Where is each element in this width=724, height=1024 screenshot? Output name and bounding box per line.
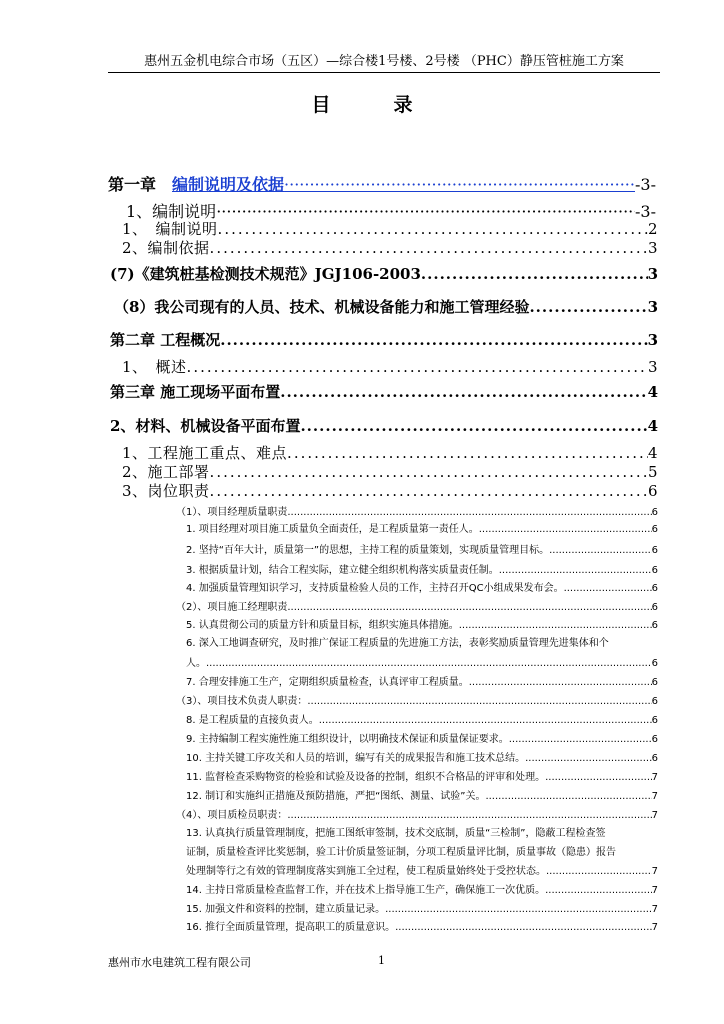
toc-label: （2）、项目施工经理职责 (176, 602, 288, 613)
toc-label: (7)《建筑桩基检测技术规范》JGJ106-2003 (110, 265, 421, 283)
toc-leader (485, 791, 651, 802)
toc-page: 6 (651, 696, 658, 707)
toc-entry[interactable] (186, 579, 658, 594)
toc-entry[interactable] (176, 806, 658, 821)
toc-leader (218, 220, 648, 238)
page-header: 惠州五金机电综合市场（五区）—综合楼1号楼、2号楼 （PHC）静压管桩施工方案 (108, 50, 660, 73)
toc-leader (546, 866, 652, 877)
toc-page: 6 (651, 658, 658, 669)
toc-entry[interactable] (122, 480, 658, 501)
toc-label: 1. 项目经理对项目施工质量负全面责任，是工程质量第一责任人。 (186, 524, 479, 535)
toc-entry[interactable] (186, 881, 658, 896)
toc-page: 3 (647, 239, 658, 257)
toc-entry[interactable] (186, 616, 658, 631)
toc-entry-wrapped[interactable]: 6. 深入工地调查研究，及时推广保证工程质量的先进施工方法，表彰奖励质量管理先进集体和个 (186, 638, 609, 649)
toc-entry[interactable] (186, 520, 658, 535)
toc-entry[interactable] (122, 461, 658, 482)
toc-label: 处理制等行之有效的管理制度落实到施工全过程，使工程质量始终处于受控状态。 (186, 866, 546, 877)
toc-entry[interactable] (186, 787, 658, 802)
toc-page: 6 (647, 482, 658, 500)
toc-entry[interactable] (110, 415, 658, 436)
toc-entry[interactable] (186, 561, 658, 576)
toc-label: 14. 主持日常质量检查监督工作，并在技术上指导施工生产，确保施工一次优质。 (186, 885, 546, 896)
toc-entry[interactable] (186, 768, 658, 783)
toc-page: 6 (651, 524, 658, 535)
toc-label: 人。 (186, 658, 206, 669)
toc-leader (206, 658, 652, 669)
footer-page-number: 1 (378, 954, 385, 967)
toc-leader (307, 696, 651, 707)
toc-page: 7 (651, 791, 658, 802)
toc-chapter-2[interactable] (110, 329, 658, 350)
toc-label: 10. 主持关键工序攻关和人员的培训，编写有关的成果报告和施工技术总结。 (186, 753, 526, 764)
toc-leader (509, 734, 652, 745)
toc-page: 6 (651, 734, 658, 745)
toc-leader (549, 545, 652, 556)
toc-page: -3- (635, 202, 656, 221)
toc-entry[interactable] (186, 673, 658, 688)
toc-page: -3- (635, 175, 656, 194)
toc-page: 6 (651, 753, 658, 764)
toc-entry[interactable] (122, 218, 658, 239)
toc-label: 4. 加强质量管理知识学习，支持质量检验人员的工作，主持召开QC小组成果发布会。 (186, 583, 564, 594)
toc-entry[interactable] (186, 541, 658, 556)
toc-entry[interactable] (110, 263, 658, 284)
toc-leader (479, 524, 652, 535)
toc-page: 4 (647, 444, 658, 462)
toc-label: 12. 制订和实施纠正措施及预防措施，严把“图纸、测量、试验”关。 (186, 791, 486, 802)
toc-entry[interactable] (186, 862, 658, 877)
toc-entry[interactable] (186, 711, 658, 726)
toc-page: 3 (647, 358, 658, 376)
toc-page: 6 (651, 602, 658, 613)
toc-entry[interactable] (186, 730, 658, 745)
toc-page: 7 (651, 866, 658, 877)
toc-page: 5 (647, 463, 658, 481)
toc-page: 6 (651, 620, 658, 631)
toc-page: 2 (647, 220, 658, 238)
toc-label: 2、施工部署 (122, 463, 210, 481)
toc-chapter-3[interactable] (110, 381, 658, 402)
toc-link[interactable]: 编制说明及依据 (172, 175, 285, 194)
toc-leader (287, 444, 648, 462)
toc-page: 7 (651, 922, 658, 933)
toc-label: （8）我公司现有的人员、技术、机械设备能力和施工管理经验 (114, 298, 530, 316)
toc-leader (187, 358, 648, 376)
toc-leader (525, 753, 652, 764)
toc-label: 9. 主持编制工程实施性施工组织设计，以明确技术保证和质量保证要求。 (186, 734, 509, 745)
toc-leader (287, 602, 651, 613)
toc-leader (319, 715, 652, 726)
toc-page: 6 (651, 715, 658, 726)
toc-page: 6 (651, 583, 658, 594)
toc-label: 2、编制依据 (122, 239, 210, 257)
toc-entry[interactable] (176, 692, 658, 707)
toc-leader (210, 463, 648, 481)
toc-label: 7. 合理安排施工生产，定期组织质量检查，认真评审工程质量。 (186, 677, 469, 688)
toc-leader (469, 677, 652, 688)
toc-label: （1）、项目经理质量职责 (176, 507, 288, 518)
toc-label: 5. 认真贯彻公司的质量方针和质量目标，组织实施具体措施。 (186, 620, 459, 631)
toc-label: 11. 监督检查采购物资的检验和试验及设备的控制，组织不合格品的评审和处理。 (186, 772, 546, 783)
toc-label: 3. 根据质量计划，结合工程实际，建立健全组织机构落实质量责任制。 (186, 565, 499, 576)
toc-entry[interactable] (122, 442, 658, 463)
toc-chapter-1[interactable] (108, 172, 656, 195)
toc-leader (300, 417, 647, 435)
toc-label: 第三章 施工现场平面布置 (110, 383, 281, 401)
toc-leader (545, 772, 652, 783)
toc-leader (287, 810, 651, 821)
toc-page: 4 (647, 383, 658, 401)
toc-page: 6 (651, 545, 658, 556)
toc-label: 2. 坚持“百年大计，质量第一”的思想，主持工程的质量策划，实现质量管理目标。 (186, 545, 550, 556)
toc-label: 1、 概述 (122, 358, 187, 376)
toc-page: 6 (651, 677, 658, 688)
toc-page: 7 (651, 904, 658, 915)
toc-leader (284, 175, 635, 194)
toc-leader (459, 620, 652, 631)
toc-leader (564, 583, 652, 594)
toc-page: 3 (647, 298, 658, 316)
toc-entry[interactable] (176, 598, 658, 613)
toc-label: （4）、项目质检员职责： (176, 810, 288, 821)
toc-leader (499, 565, 652, 576)
toc-entry[interactable] (114, 296, 658, 317)
toc-page: 6 (651, 565, 658, 576)
toc-entry[interactable] (186, 749, 658, 764)
toc-label: 1、 编制说明 (122, 220, 218, 238)
page-title: 目 录 (311, 94, 435, 116)
toc-entry-wrapped[interactable]: 证制，质量检查评比奖惩制，验工计价质量签证制，分项工程质量评比制，质量事故（隐患）报告 (186, 847, 616, 858)
toc-page: 7 (651, 810, 658, 821)
toc-label: 8. 是工程质量的直接负责人。 (186, 715, 319, 726)
toc-label: 15. 加强文件和资料的控制，建立质量记录。 (186, 904, 386, 915)
footer-company: 惠州市水电建筑工程有限公司 (108, 956, 251, 969)
toc-leader (395, 922, 652, 933)
toc-entry[interactable] (186, 900, 658, 915)
toc-entry[interactable] (186, 654, 658, 669)
toc-label: 第二章 工程概况 (110, 331, 221, 349)
toc-entry[interactable] (122, 356, 658, 377)
toc-page: 4 (647, 417, 658, 435)
toc-leader (210, 239, 648, 257)
toc-label: 1、工程施工重点、难点 (122, 444, 288, 462)
toc-label: 3、岗位职责 (122, 482, 210, 500)
toc-label: （3）、项目技术负责人职责： (176, 696, 308, 707)
toc-entry[interactable] (176, 503, 658, 518)
toc-leader (529, 298, 647, 316)
toc-page: 6 (651, 507, 658, 518)
toc-entry-wrapped[interactable]: 13. 认真执行质量管理制度，把施工图纸审签制，技术交底制，质量“三检制”，隐蔽工程检查签 (186, 828, 606, 839)
toc-page: 7 (651, 885, 658, 896)
toc-entry[interactable] (122, 237, 658, 258)
toc-page: 3 (647, 265, 658, 283)
toc-label-prefix: 第一章 (108, 175, 173, 194)
toc-page: 7 (651, 772, 658, 783)
toc-entry[interactable] (186, 918, 658, 933)
toc-label: 2、材料、机械设备平面布置 (110, 417, 301, 435)
toc-leader (287, 507, 651, 518)
toc-leader (385, 904, 652, 915)
toc-leader (545, 885, 652, 896)
toc-leader (280, 383, 647, 401)
toc-label: 16. 推行全面质量管理，提高职工的质量意识。 (186, 922, 396, 933)
toc-leader (220, 331, 647, 349)
toc-label: 1、编制说明 (126, 202, 217, 221)
toc-leader (421, 265, 648, 283)
toc-leader (210, 482, 648, 500)
toc-page: 3 (647, 331, 658, 349)
